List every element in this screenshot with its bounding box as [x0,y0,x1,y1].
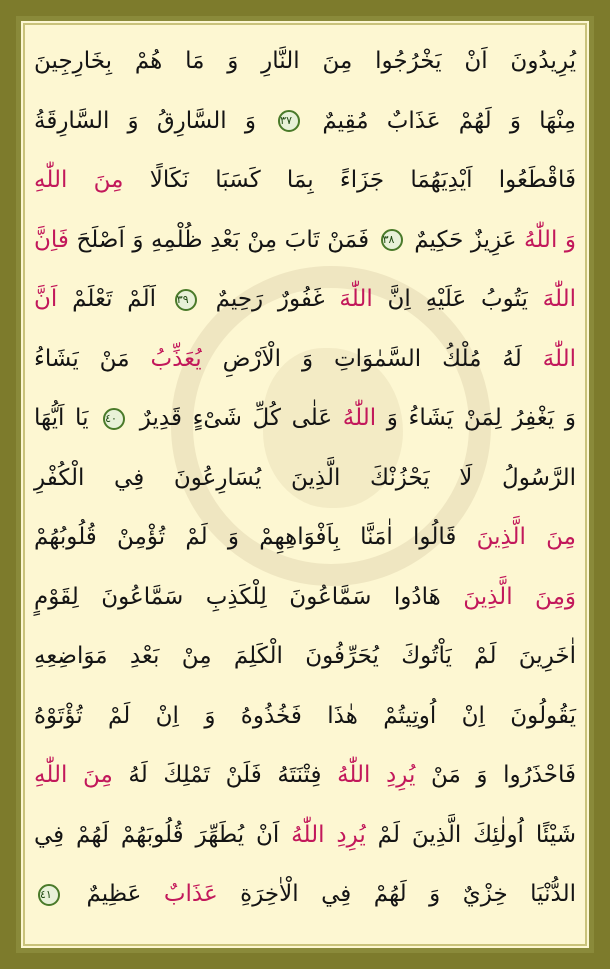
verse-text: اَلَمْ تَعْلَمْ [57,286,171,312]
verse-text: فَاقْطَعُوا اَيْدِيَهُمَا جَزَاءً بِمَا كَسَبَا نَكَالًا [123,167,576,193]
verse-text: شَيْئًا اُولٰئِكَ الَّذِينَ لَمْ [365,821,576,848]
text-line [34,96,576,146]
verse-text: الرَّسُولُ لَا يَحْزُنْكَ الَّذِينَ يُسَارِعُونَ فِي الْكُفْرِ [34,464,576,491]
ayah-number-marker: ٣٨ [381,229,403,251]
verse-text: لَهُ مُلْكُ السَّمٰوَاتِ وَ الْاَرْضِ [201,345,543,372]
verse-text: غَفُورٌ رَحِيمٌ [200,286,340,312]
highlighted-word: وَمِنَ الَّذِينَ [463,583,576,610]
ayah-number-marker: ٣٧ [278,110,300,132]
highlighted-word: مِنَ اللّٰهِ [34,167,124,193]
verse-text: اٰخَرِينَ لَمْ يَاْتُوكَ يُحَرِّفُونَ الْكَلِمَ مِنْ بَعْدِ مَوَاضِعِهِ [34,643,576,669]
highlighted-word: فَاِنَّ [34,226,69,253]
highlighted-word: اَنَّ [34,286,58,312]
ayah-number-marker: ٣٩ [175,289,197,311]
verse-text: يَقُولُونَ اِنْ اُوتِيتُمْ هٰذَا فَخُذُوهُ وَ اِنْ لَمْ تُؤْتَوْهُ [34,702,576,729]
verse-text: اَنْ يُطَهِّرَ قُلُوبَهُمْ لَهُمْ فِي [34,821,292,848]
highlighted-word: يُرِدِ اللّٰهُ [291,821,366,848]
highlighted-word: اللّٰهُ [342,405,377,431]
verse-text: يَتُوبُ عَلَيْهِ اِنَّ [372,286,543,312]
verse-text: فِتْنَتَهُ فَلَنْ تَمْلِكَ لَهُ [112,762,338,788]
text-line [34,334,576,384]
highlighted-word: اللّٰهَ [542,286,576,312]
mushaf-text-block [34,36,576,936]
text-line [34,393,576,443]
text-line [34,631,576,681]
verse-text: فَمَنْ تَابَ مِنْ بَعْدِ ظُلْمِهِ وَ اَصْلَحَ [68,226,377,253]
ayah-number-marker: ٤١ [38,884,60,906]
verse-text: هَادُوا سَمَّاعُونَ لِلْكَذِبِ سَمَّاعُونَ لِقَوْمٍ [34,583,464,610]
text-line [34,750,576,800]
verse-text: مَنْ يَشَاءُ [34,345,151,372]
text-line [34,691,576,741]
verse-text: عَزِيزٌ حَكِيمٌ [406,226,524,253]
text-line [34,453,576,503]
highlighted-word: يُعَذِّبُ [150,345,202,372]
highlighted-word: مِنَ الَّذِينَ [476,524,576,550]
verse-text: يَا اَيُّهَا [34,405,100,431]
text-line [34,869,576,919]
verse-text: عَلٰى كُلِّ شَىْءٍ قَدِيرٌ [129,405,343,431]
text-line [34,215,576,265]
highlighted-word: اللّٰهَ [339,286,373,312]
verse-text: يُرِيدُونَ اَنْ يَخْرُجُوا مِنَ النَّارِ وَ مَا هُمْ بِخَارِجِينَ [34,48,576,74]
text-line [34,512,576,562]
text-line [34,274,576,324]
highlighted-word: مِنَ اللّٰهِ [34,762,113,788]
verse-text: وَ يَغْفِرُ لِمَنْ يَشَاءُ وَ [376,405,576,431]
text-line [34,810,576,860]
text-line [34,572,576,622]
highlighted-word: يُرِدِ اللّٰهُ [337,762,416,788]
highlighted-word: وَ اللّٰهُ [523,226,576,253]
text-line [34,36,576,86]
verse-text: الدُّنْيَا خِزْيٌ وَ لَهُمْ فِي الْاٰخِرَةِ [217,881,576,907]
verse-text: فَاحْذَرُوا وَ مَنْ [415,762,577,788]
verse-text: وَ السَّارِقُ وَ السَّارِقَةُ [34,107,275,134]
ayah-number-marker: ٤٠ [103,408,125,430]
highlighted-word: اللّٰهَ [542,345,576,372]
highlighted-word: عَذَابٌ [163,881,218,907]
verse-text: قَالُوا اٰمَنَّا بِاَفْوَاهِهِمْ وَ لَمْ تُؤْمِنْ قُلُوبُهُمْ [34,524,477,550]
verse-text: عَظِيمٌ [64,881,164,907]
text-line [34,155,576,205]
verse-text: مِنْهَا وَ لَهُمْ عَذَابٌ مُقِيمٌ [304,107,576,134]
